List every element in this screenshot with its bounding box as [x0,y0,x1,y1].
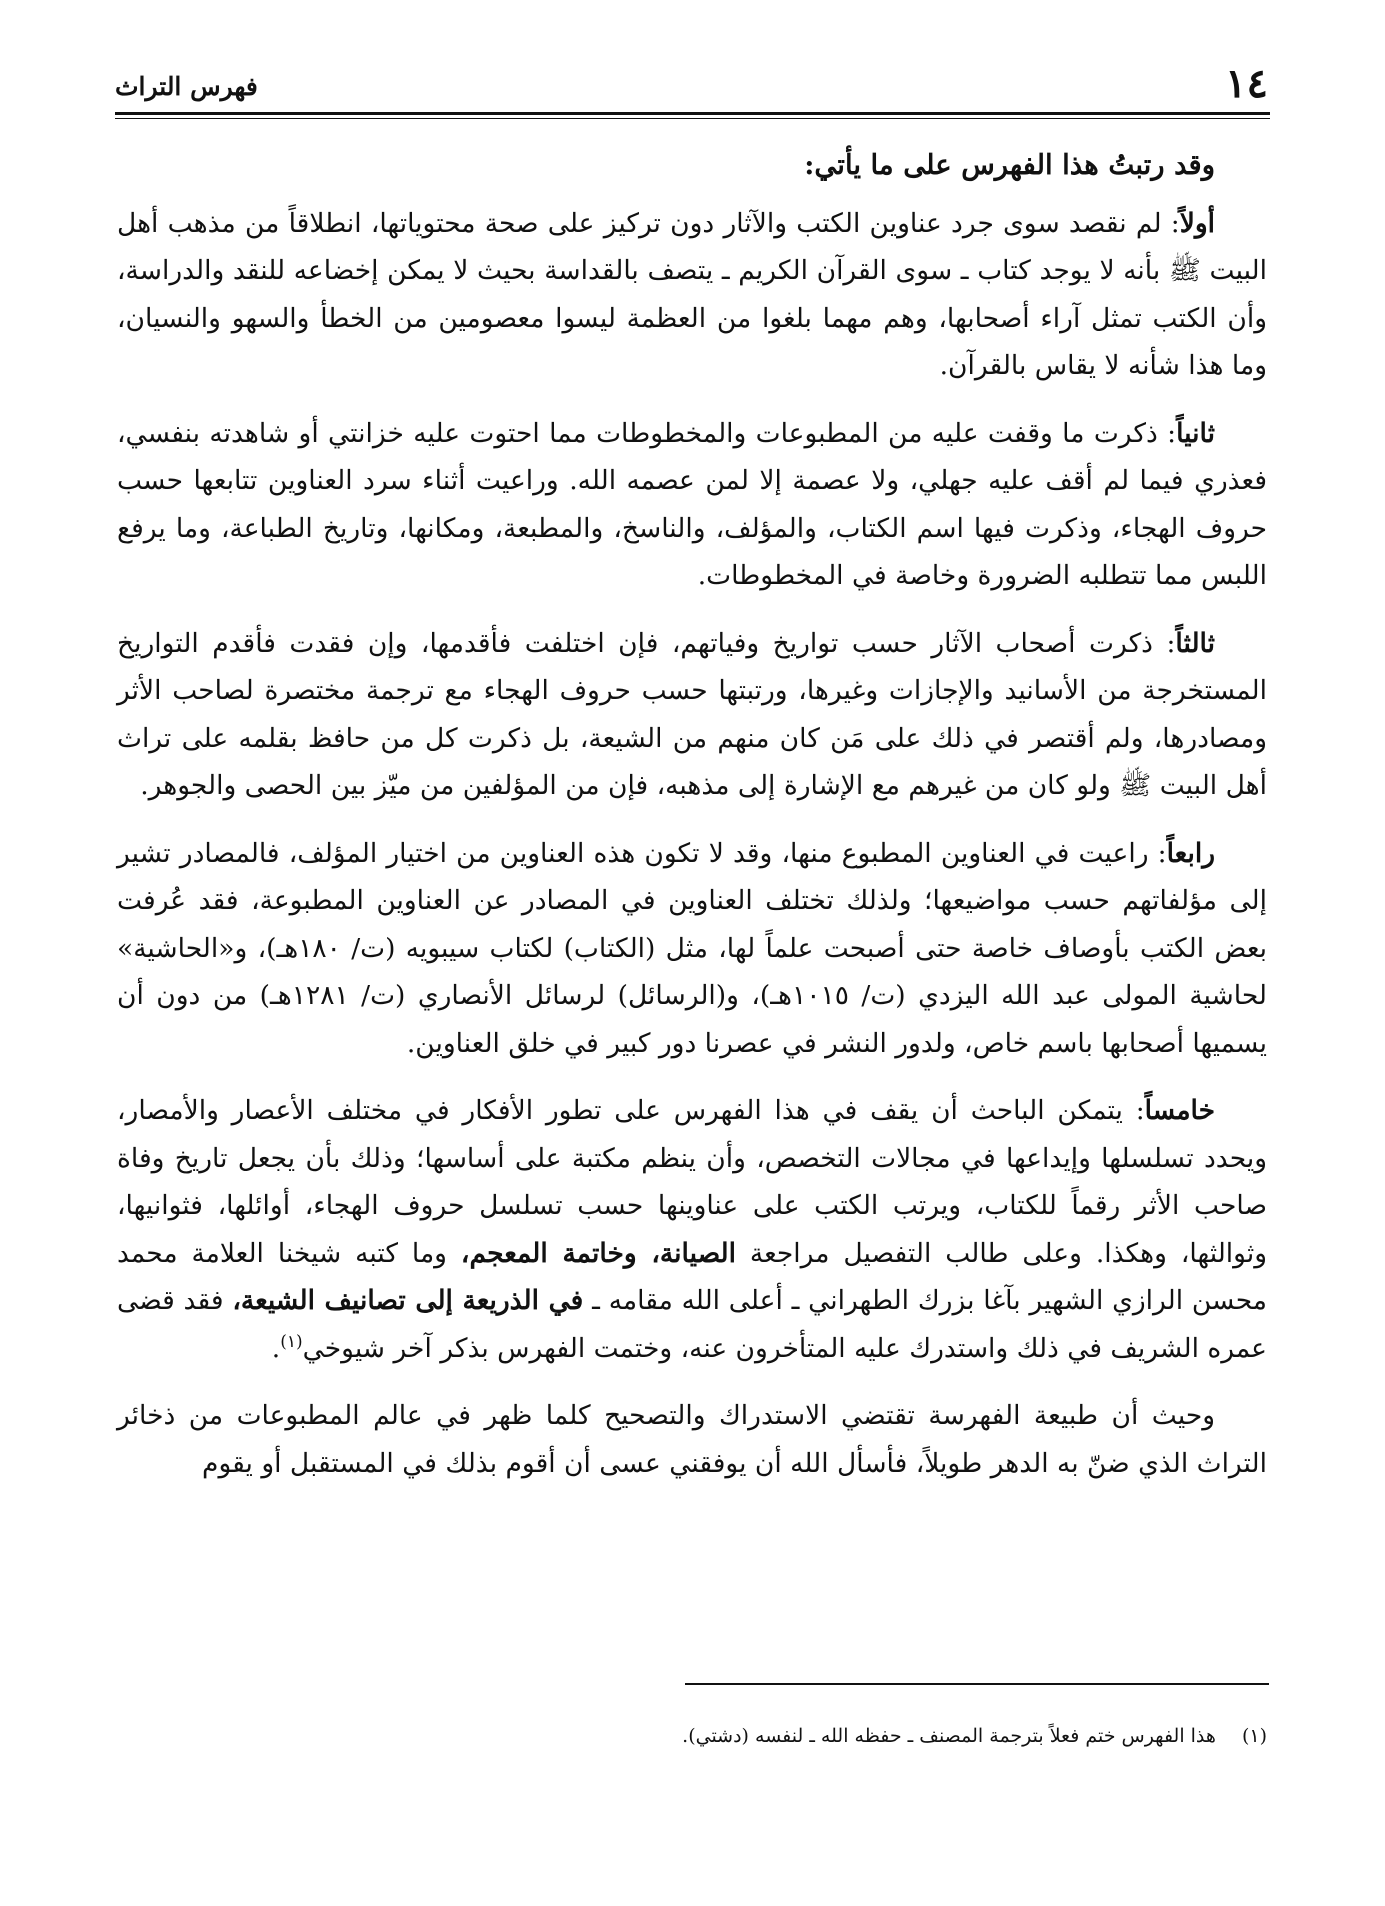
page-header [115,62,1270,114]
paragraph-second [117,410,1267,600]
paragraph-closing: وحيث أن طبيعة الفهرسة تقتضي الاستدراك والتصحيح كلما ظهر في عالم المطبوعات من ذخائر التراث الذي ضنّ به الدهر طويلاً، فأسأل الله أن يوفقني عسى أن أقوم بذلك في المستقبل أو يقوم [117,1400,1267,1479]
paragraph-text: : لم نقصد سوى جرد عناوين الكتب والآثار دون تركيز على صحة محتوياتها، انطلاقاً من مذهب أهل البيت ﷺ بأنه لا يوجد كتاب ـ سوى القرآن الكريم ـ يتصف بالقداسة بحيث لا يمكن إخضاعه للنقد والدراسة، وأن الكتب تمثل آراء أصحابها، وهم مهما بلغوا من العظمة ليسوا معصومين من الخطأ والسهو والنسيان، وما هذا شأنه لا يقاس بالقرآن. [117,207,1267,381]
main-text [117,142,1267,1507]
paragraph-text: : راعيت في العناوين المطبوع منها، وقد لا تكون هذه العناوين من اختيار المؤلف، فالمصادر تشير إلى مؤلفاتهم حسب مواضيعها؛ ولذلك تختلف العناوين في المصادر عن العناوين المطبوعة، فقد عُرفت بعض الكتب بأوصاف خاصة حتى أصبحت علماً لها، مثل (الكتاب) لكتاب سيبويه (ت/ ١٨٠هـ)، و«الحاشية» لحاشية المولى عبد الله اليزدي (ت/ ١٠١٥هـ)، و(الرسائل) لرسائل الأنصاري (ت/ ١٢٨١هـ) من دون أن يسميها أصحابها باسم خاص، ولدور النشر في عصرنا دور كبير في خلق العناوين. [117,837,1267,1059]
page-number: ١٤ [1225,60,1268,107]
paragraph-first [117,200,1267,390]
paragraph-third [117,620,1267,810]
intro-line: وقد رتبتُ هذا الفهرس على ما يأتي: [804,149,1215,181]
paragraph-fifth [117,1087,1267,1372]
paragraph-text: وما كتبه شيخنا العلامة محمد محسن الرازي الشهير بآغا بزرك الطهراني ـ أعلى الله مقامه ـ [117,1237,1267,1316]
header-rule [115,112,1270,115]
footnote-text: هذا الفهرس ختم فعلاً بترجمة المصنف ـ حفظه الله ـ لنفسه (دشتي). [682,1725,1216,1747]
header-rule-thin [115,118,1270,119]
paragraph-text: فقد قضى عمره الشريف في ذلك واستدرك عليه المتأخرون عنه، وختمت الفهرس بذكر آخر شيوخي [117,1285,1267,1364]
running-title: فهرس التراث [115,72,258,101]
bold-reference: الصيانة، وخاتمة المعجم، [460,1237,736,1269]
paragraph-text: : ذكرت أصحاب الآثار حسب تواريخ وفياتهم، فإن اختلفت فأقدمها، وإن فقدت فأقدم التواريخ المستخرجة من الأسانيد والإجازات وغيرها، ورتبتها حسب حروف الهجاء مع ترجمة مختصرة لصاحب الأثر ومصادرها، ولم أقتصر في ذلك على مَن كان منهم من الشيعة، بل ذكرت كل من حافظ بقلمه على تراث أهل البيت ﷺ ولو كان من غيرهم مع الإشارة إلى مذهبه، فإن من المؤلفين من ميّز بين الحصى والجوهر. [117,627,1267,801]
paragraph-lead: ثانياً [1176,417,1216,449]
footnote [117,1720,1267,1752]
footnote-rule [685,1683,1269,1685]
footnote-number: (١) [1241,1725,1267,1747]
paragraph-fourth [117,830,1267,1068]
paragraph-text: . [271,1332,281,1364]
footnote-marker: (١) [280,1331,303,1352]
paragraph-text: : ذكرت ما وقفت عليه من المطبوعات والمخطوطات مما احتوت عليه خزانتي أو شاهدته بنفسي، فعذري فيما لم أقف عليه جهلي، ولا عصمة إلا لمن عصمه الله. وراعيت أثناء سرد العناوين تتابعها حسب حروف الهجاء، وذكرت فيها اسم الكتاب، والمؤلف، والناسخ، والمطبعة، ومكانها، وتاريخ الطباعة، وما يرفع اللبس مما تتطلبه الضرورة وخاصة في المخطوطات. [117,417,1267,591]
paragraph-lead: خامساً [1144,1095,1215,1126]
bold-reference: في الذريعة إلى تصانيف الشيعة، [232,1285,584,1316]
paragraph-text: : يتمكن الباحث أن يقف في هذا الفهرس على تطور الأفكار في مختلف الأعصار والأمصار، ويحدد تسلسلها وإيداعها في مجالات التخصص، وأن ينظم مكتبة على أساسها؛ وذلك بأن يجعل تاريخ وفاة صاحب الأثر رقماً للكتاب، ويرتب الكتب على عناوينها حسب تسلسل حروف الهجاء، أوائلها، فثوانيها، وثوالثها، وهكذا. وعلى طالب التفصيل مراجعة [117,1095,1268,1269]
paragraph-lead: رابعاً [1166,837,1215,869]
paragraph-lead: ثالثاً [1175,627,1215,659]
paragraph-lead: أولاً [1179,207,1215,239]
